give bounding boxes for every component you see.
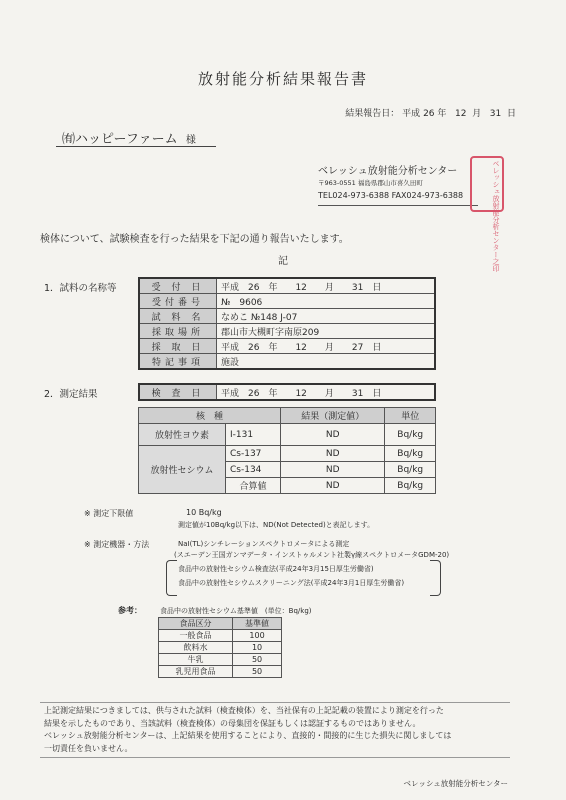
sample-section-label: 1．試料の名称等 <box>44 283 117 294</box>
company-seal-stamp: ベレッシュ放射能分析センター之印 <box>470 156 504 212</box>
cs137-nuclide: Cs-137 <box>226 446 281 462</box>
limit-value: 10 Bq/kg <box>186 508 222 517</box>
col-category: 食品区分 <box>159 618 233 630</box>
document-title: 放射能分析結果報告書 <box>197 70 368 88</box>
report-date-year: 26 <box>423 109 435 119</box>
table-row <box>139 424 436 446</box>
table-row <box>159 666 282 678</box>
report-date-era: 平成 <box>402 109 421 119</box>
table-row <box>159 654 282 666</box>
table-row <box>159 630 282 642</box>
cs137-value: ND <box>281 446 385 462</box>
total-unit: Bq/kg <box>385 478 436 494</box>
cs134-nuclide: Cs-134 <box>226 462 281 478</box>
category-cell: 飲料水 <box>159 642 233 654</box>
table-row <box>139 309 435 324</box>
table-header-row <box>159 618 282 630</box>
reference-label: 参考： <box>118 606 142 615</box>
row-value: 平成 26 年 12 月 27 日 <box>217 339 436 354</box>
category-cell: 一般食品 <box>159 630 233 642</box>
table-row <box>139 446 436 462</box>
report-date-day: 31 <box>489 109 502 119</box>
disclaimer-line: 上記測定結果につきましては、供与された試料（検査検体）を、当社保有の上記記載の装置により測定を行った <box>44 706 444 715</box>
method-bracket-left <box>166 560 177 596</box>
table-row <box>139 384 435 400</box>
table-row <box>139 324 435 339</box>
row-label: 受付番号 <box>139 294 217 309</box>
row-label: 試 料 名 <box>139 309 217 324</box>
customer-underline <box>56 146 216 147</box>
lab-tel: TEL024-973-6388 FAX024-973-6388 <box>318 191 464 200</box>
row-label: 採取場所 <box>139 324 217 339</box>
row-label: 採 取 日 <box>139 339 217 354</box>
category-cell: 乳児用食品 <box>159 666 233 678</box>
col-nuclide: 核 種 <box>139 408 281 424</box>
disclaimer-line: 一切責任を負いません。 <box>44 743 133 753</box>
disclaimer-box <box>40 702 510 758</box>
table-row <box>139 339 435 354</box>
row-value: № 9606 <box>217 294 436 309</box>
table-header-row <box>139 408 436 424</box>
method-line-2: 食品中の放射性セシウムスクリーニング法(平成24年3月1日厚生労働省) <box>178 579 405 587</box>
lab-name: ベレッシュ放射能分析センター <box>318 166 458 177</box>
report-date-day-unit: 日 <box>506 109 516 119</box>
disclaimer-line: 結果を示したものであり、当該試料（検査検体）の母集団を保証もしくは認証するものではありません。 <box>44 718 421 728</box>
customer-suffix: 様 <box>185 135 196 146</box>
col-limit: 基準値 <box>233 618 282 630</box>
row-value: 郡山市大槻町字南原209 <box>217 324 436 339</box>
row-label: 特記事項 <box>139 354 217 370</box>
footer-lab-name: ベレッシュ放射能分析センター <box>403 779 508 788</box>
result-section-label: 2．測定結果 <box>44 389 98 400</box>
row-value: 施設 <box>217 354 436 370</box>
row-value: なめこ №148 J-07 <box>217 309 436 324</box>
iodine-value: ND <box>281 424 385 446</box>
exam-date-table <box>138 383 436 401</box>
category-cell: 牛乳 <box>159 654 233 666</box>
cs137-unit: Bq/kg <box>385 446 436 462</box>
report-date-year-unit: 年 <box>437 109 447 119</box>
result-table <box>138 407 436 494</box>
cesium-label: 放射性セシウム <box>139 446 226 494</box>
col-result: 結果（測定値） <box>281 408 385 424</box>
device-mark: ※ 測定機器・方法 <box>84 540 150 549</box>
report-date-month: 12 <box>455 109 467 119</box>
customer-name <box>62 128 196 147</box>
disclaimer-line: ベレッシュ放射能分析センターは、上記結果を使用することにより、直接的・間接的に生じた損失に関しましては <box>44 731 452 740</box>
customer-company: ㈲ハッピーファーム <box>62 132 178 147</box>
cs134-unit: Bq/kg <box>385 462 436 478</box>
limit-cell: 100 <box>233 630 282 642</box>
row-value: 平成 26 年 12 月 31 日 <box>217 278 436 294</box>
row-label: 受 付 日 <box>139 278 217 294</box>
report-date-label: 結果報告日： <box>345 109 400 119</box>
limit-description: 測定値が10Bq/kg以下は、ND(Not Detected)と表記します。 <box>178 521 375 529</box>
iodine-label: 放射性ヨウ素 <box>139 424 226 446</box>
cs134-value: ND <box>281 462 385 478</box>
limit-mark: ※ 測定下限値 <box>84 509 134 518</box>
table-row <box>159 642 282 654</box>
lab-address: 〒963-0551 福島県郡山市喜久田町 <box>318 179 423 187</box>
sample-info-table <box>138 277 436 370</box>
report-date-month-unit: 月 <box>472 109 482 119</box>
total-label: 合算値 <box>226 478 281 494</box>
table-row <box>139 354 435 370</box>
reference-table <box>158 617 282 678</box>
reference-title: 食品中の放射性セシウム基準値 (単位：Bq/kg) <box>160 607 312 615</box>
ki-heading: 記 <box>278 256 288 267</box>
exam-date-label: 検 査 日 <box>139 384 217 400</box>
device-line-1: NaI(TL)シンチレーションスペクトロメータによる測定 <box>178 540 350 548</box>
report-date <box>345 106 516 119</box>
lab-divider <box>318 205 478 206</box>
limit-cell: 50 <box>233 666 282 678</box>
exam-date-value: 平成 26 年 12 月 31 日 <box>217 384 436 400</box>
col-unit: 単位 <box>385 408 436 424</box>
method-line-1: 食品中の放射性セシウム検査法(平成24年3月15日厚生労働省) <box>178 565 374 573</box>
device-line-2: (スエーデン王国ガンマデータ・インストゥルメント社製γ線スペクトロメータGDM-20) <box>174 551 450 559</box>
table-row <box>139 278 435 294</box>
limit-cell: 10 <box>233 642 282 654</box>
iodine-nuclide: I-131 <box>226 424 281 446</box>
iodine-unit: Bq/kg <box>385 424 436 446</box>
method-bracket-right <box>430 560 441 596</box>
total-value: ND <box>281 478 385 494</box>
table-row <box>139 294 435 309</box>
limit-cell: 50 <box>233 654 282 666</box>
intro-text: 検体について、試験検査を行った結果を下記の通り報告いたします。 <box>40 234 349 245</box>
